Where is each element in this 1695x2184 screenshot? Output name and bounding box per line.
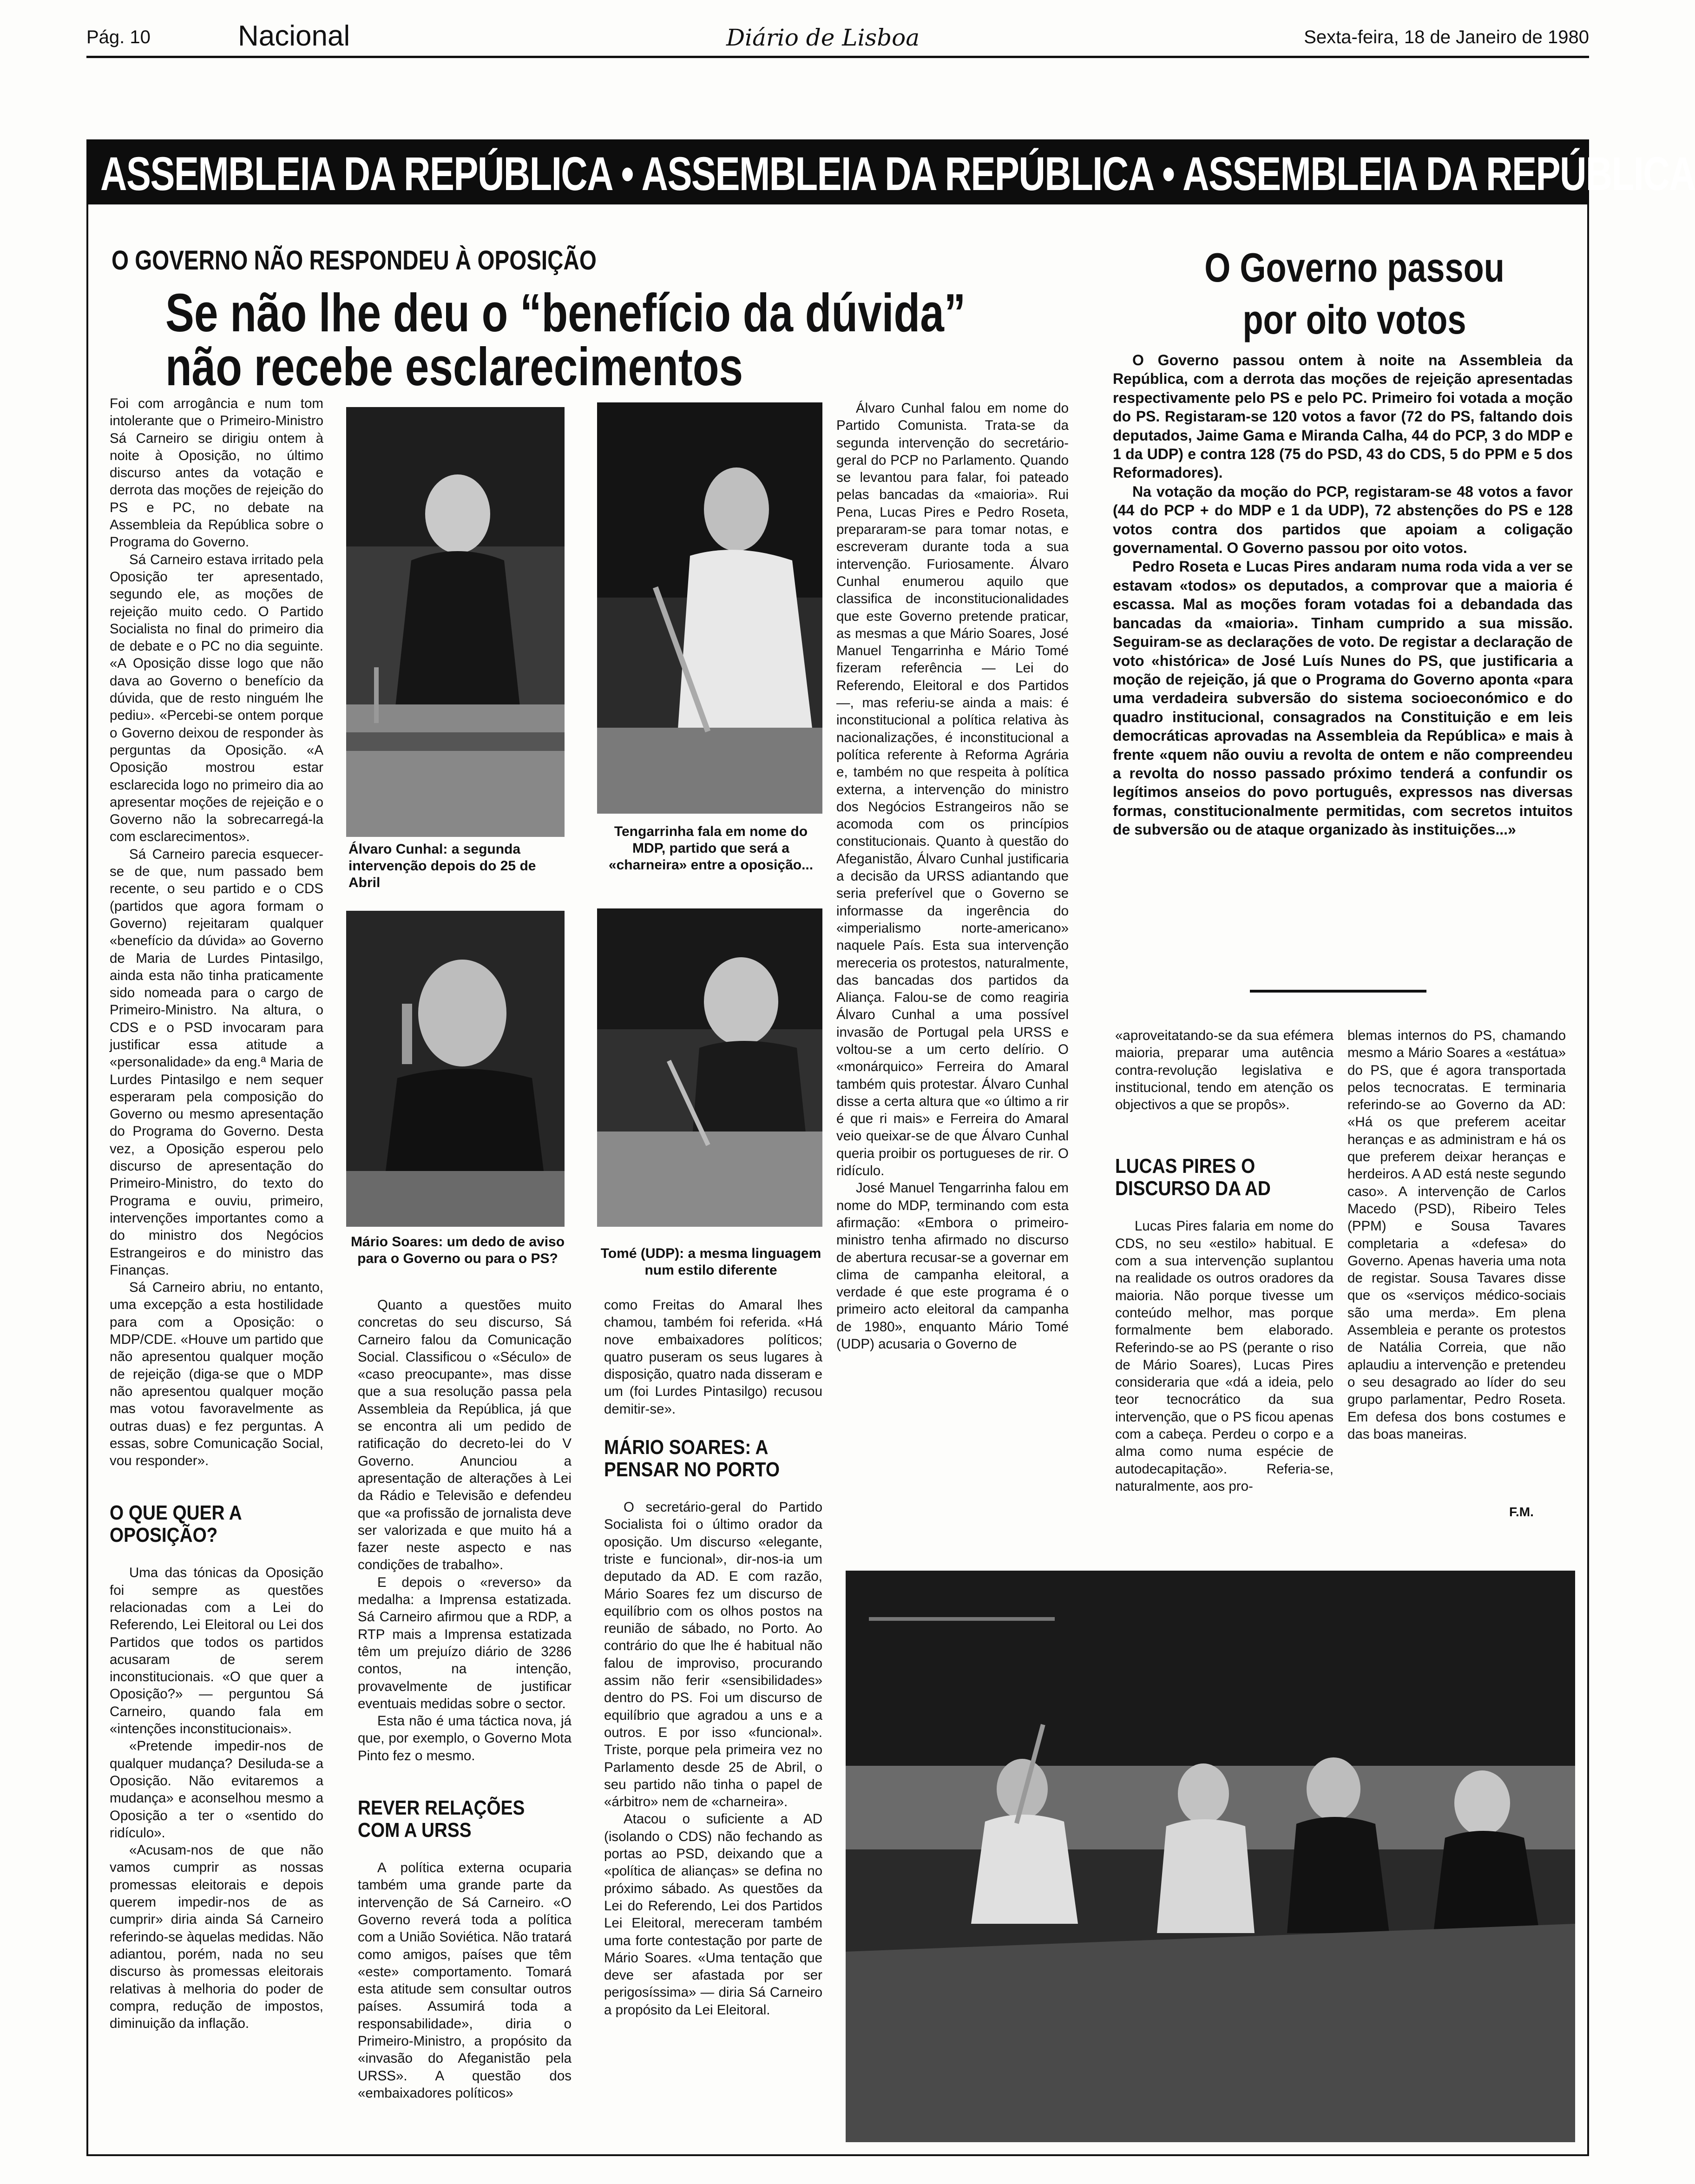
column-3 <box>604 1296 822 2086</box>
paragraph: O Governo passou ontem à noite na Assembleia da República, com a derrota das moções de rejeição apresentadas respectivamente pelo PS e pelo PC. Primeiro foi votada a moção do PS. Registaram-se 120 votos a favor (72 do PS, faltando dois deputados, Jaime Gama e Miranda Calha, 44 do PCP, 3 do MDP e 1 da UDP) e contra 128 (75 do PSD, 43 do CDS, 5 do PPM e 5 dos Reformadores). <box>1113 352 1573 481</box>
paragraph: como Freitas do Amaral lhes chamou, também foi referida. «Há nove embaixadores políticos; quatro puseram os seus lugares à disposição, quatro nada disseram e um (foi Lurdes Pintasilgo) recusou demitir-se». <box>604 1297 822 1417</box>
subheading-oposicao: O QUE QUER A OPOSIÇÃO? <box>110 1501 242 1547</box>
paragraph: E depois o «reverso» da medalha: a Imprensa estatizada. Sá Carneiro afirmou que a RDP, a RTP mais a Imprensa estatizada têm um prejuízo diário de 3286 contos, na intenção, provavelmente de justificar eventuais medidas sobre o sector. <box>358 1574 572 1711</box>
headline-line-2: não recebe esclarecimentos <box>165 336 743 397</box>
section-name: Nacional <box>238 20 350 52</box>
subheading-lucas: LUCAS PIRES O DISCURSO DA AD <box>1115 1155 1271 1200</box>
paragraph: Quanto a questões muito concretas do seu discurso, Sá Carneiro falou da Comunicação Social. Classificou o «Século» de «caso preocupante», mas disse que a sua resolução passa pela Assembleia da República, já que se encontra ali um pedido de ratificação do decreto-lei do V Governo. Anunciou a apresentação de alterações à Lei da Rádio e Televisão e defendeu que «a profissão de jornalista deve ser valorizada e que muito há a fazer neste aspecto e nas condições de trabalho». <box>358 1297 572 1573</box>
caption-soares: Mário Soares: um dedo de aviso para o Governo ou para o PS? <box>350 1234 565 1266</box>
caption-tengarrinha: Tengarrinha fala em nome do MDP, partido que será a «charneira» entre a oposição... <box>608 824 814 873</box>
column-6 <box>1347 1027 1566 1510</box>
paragraph: «Acusam-nos de que não vamos cumprir as nossas promessas eleitorais e depois querem impedir-nos de as cumprir» diria ainda Sá Carneiro referindo-se àquelas medidas. Não adiantou, porém, nada no seu discurso às promessas eleitorais relativas à melhoria do poder de compra, redução de impostos, diminuição da inflação. <box>110 1842 323 2032</box>
paragraph: Uma das tónicas da Oposição foi sempre as questões relacionadas com a Lei do Referendo, Lei Eleitoral ou Lei dos Partidos que todos os partidos acusaram de serem inconstitucionais. «O que quer a Oposição?» — perguntou Sá Carneiro, quando fala em «intenções inconstitucionais». <box>110 1565 323 1737</box>
headline-line-1: Se não lhe deu o “benefício da dúvida” <box>165 283 966 343</box>
photo-tengarrinha <box>597 402 822 814</box>
photo-soares <box>346 911 565 1227</box>
paragraph: blemas internos do PS, chamando mesmo a Mário Soares a «estátua» do PS, que é agora transportada pelos tecnocratas. E terminaria referindo-se ao Governo da AD: «Há os que preferem aceitar heranças e as administram e há os que preferem deixar heranças e herdeiros. A AD está neste segundo caso». A intervenção de Carlos Macedo (PSD), Ribeiro Teles (PPM) e Sousa Tavares completaria a «defesa» do Governo. Apenas haveria uma nota de registar. Sousa Tavares disse que os «serviços médico-sociais são uma merda». Em plena Assembleia e perante os protestos de Natália Correia, que não aplaudiu a intervenção e pretendeu o seu desagrado ao líder do seu grupo parlamentar, Pedro Roseta. Em defesa dos bons costumes e das boas maneiras. <box>1347 1028 1566 1442</box>
article-kicker: O GOVERNO NÃO RESPONDEU À OPOSIÇÃO <box>112 245 597 276</box>
paragraph: Sá Carneiro estava irritado pela Oposição ter apresentado, segundo ele, as moções de rejeição muito cedo. O Partido Socialista no final do primeiro dia de debate e o PC no dia seguinte. «A Oposição disse logo que não dava ao Governo o benefício da dúvida, que de resto ninguém lhe pediu». «Percebi-se ontem porque o Governo deixou de responder às perguntas da Oposição. «A Oposição mostrou estar esclarecida logo no primeiro dia ao apresentar moções de rejeição e o Governo não la sobrecarregá-la com esclarecimentos». <box>110 552 323 845</box>
column-2 <box>358 1296 572 2101</box>
paragraph: «Pretende impedir-nos de qualquer mudança? Desiluda-se a Oposição. Não evitaremos a mudança» e aconselhou mesmo a Oposição a ter o «sentido do ridículo». <box>110 1738 323 1841</box>
issue-date: Sexta-feira, 18 de Janeiro de 1980 <box>1304 27 1589 47</box>
column-1 <box>110 395 323 2072</box>
paragraph: A política externa ocuparia também uma grande parte da intervenção de Sá Carneiro. «O Governo reverá toda a política com a União Soviética. Não tratará como amigos, países que têm «este» comportamento. Tomará esta atitude sem consultar outros países. Assumirá toda a responsabilidade», diria o Primeiro-Ministro, a propósito da «invasão do Afeganistão pela URSS». A questão dos «embaixadores políticos» <box>358 1860 572 2101</box>
newspaper-name: Diário de Lisboa <box>726 24 920 51</box>
photo-cunhal <box>346 407 565 837</box>
paragraph: O secretário-geral do Partido Socialista foi o último orador da oposição. Um discurso «elegante, triste e funcional», dir-nos-ia um deputado da AD. E com razão, Mário Soares fez um discurso de equilíbrio com os olhos postos na reunião de sábado, no Porto. Ao contrário do que lhe é habitual não falou de improviso, procurando assim não ferir «sensibilidades» dentro do PS. Foi um discurso de equilíbrio que agradou a uns e a outros. E por isso «funcional». Triste, porque pela primeira vez no Parlamento desde 25 de Abril, o seu partido não tinha o papel de «árbitro» nem de «charneira». <box>604 1500 822 1810</box>
paragraph: Pedro Roseta e Lucas Pires andaram numa roda vida a ver se estavam «todos» os deputados, a comprovar que a maioria é escassa. Mal as moções foram votadas foi a debandada das bancadas da «maioria». Tinham cumprido a sua missão. Seguiram-se as declarações de voto. De registar a declaração de voto «histórica» de José Luís Nunes do PS, que justificaria a moção de rejeição, já que o Programa do Governo aponta «para uma verdadeira subversão do sistema socioeconómico e do quadro institucional, consagrados na Constituição e em leis democráticas aprovadas na Assembleia da República» e mais à frente «quem não ouviu a revolta de ontem e não compreendeu a revolta do nosso passado próximo tenderá a confundir os legítimos anseios do povo português, expressos nas diversas formas, constitucionalmente permitidas, com secretos intuitos de subversão ou de ataque organizado às instituições...» <box>1113 558 1573 838</box>
caption-tome: Tomé (UDP): a mesma linguagem num estilo diferente <box>600 1246 821 1278</box>
page-number: Pág. 10 <box>86 27 151 47</box>
masthead-rule <box>86 56 1589 58</box>
paragraph: Atacou o suficiente a AD (isolando o CDS) não fechando as portas ao PSD, deixando que a «política de alianças» se defina no próximo sábado. As questões da Lei do Referendo, Lei dos Partidos Lei Eleitoral, mereceram também uma forte contestação por parte de Mário Soares. «Uma tentação que deve ser afastada por ser perigosíssima» — diria Sá Carneiro a propósito da Lei Eleitoral. <box>604 1811 822 2018</box>
paragraph: Foi com arrogância e num tom intolerante que o Primeiro-Ministro Sá Carneiro se dirigiu ontem à noite à Oposição, no último discurso antes da votação e derrota das moções de rejeição do PS e PC, no debate na Assembleia da República sobre o Programa do Governo. <box>110 396 323 550</box>
paragraph: Lucas Pires falaria em nome do CDS, no seu «estilo» habitual. E com a sua intervenção suplantou na realidade os outros oradores da maioria. Não porque tivesse um conteúdo melhor, mas porque formalmente bem elaborado. Referindo-se ao PS (perante o riso de Mário Soares), Lucas Pires consideraria que «dá a ideia, pelo teor tecnocrático da sua intervenção, que o PS ficou apenas com a cabeça. Perdeu o corpo e a alma como numa espécie de autodecapitação». Referia-se, naturalmente, aos pro- <box>1115 1218 1334 1494</box>
paragraph: «aproveitatando-se da sua efémera maioria, preparar uma autência contra-revolução legislativa e institucional, tendo em atenção os objectivos a que se propôs». <box>1115 1028 1334 1113</box>
article-headline <box>165 283 966 397</box>
section-banner <box>86 139 1695 204</box>
side-article-title: O Governo passou por oito votos <box>1204 244 1504 342</box>
paragraph: José Manuel Tengarrinha falou em nome do MDP, terminando com esta afirmação: «Embora o primeiro-ministro tenha afirmado no discurso de abertura recusar-se a governar em clima de campanha eleitoral, a verdade é que este programa é o primeiro acto eleitoral da campanha de 1980», enquanto Mário Tomé (UDP) acusaria o Governo de <box>836 1180 1069 1352</box>
author-signature: F.M. <box>1509 1505 1534 1519</box>
paragraph: Álvaro Cunhal falou em nome do Partido Comunista. Trata-se da segunda intervenção do secretário-geral do PCP no Parlamento. Quando se levantou para falar, foi pateado pelas bancadas da «maioria». Rui Pena, Lucas Pires e Pedro Roseta, prepararam-se para tomar notas, e escreveram durante toda a sua intervenção. Furiosamente. Álvaro Cunhal enumerou aquilo que classifica de inconstitucionalidades que este Governo pretende praticar, as mesmas a que Mário Soares, José Manuel Tengarrinha e Mário Tomé fizeram referência — Lei do Referendo, Eleitoral e dos Partidos —, mas referiu-se ainda a mais: é inconstitucional a política relativa às nacionalizações, é inconstitucional a política referente à Reforma Agrária e, também no que respeita à política externa, a intervenção do ministro dos Negócios Estrangeiros não se acomoda com os princípios constitucionais. Quanto à questão do Afeganistão, Álvaro Cunhal justificaria a decisão da URSS adiantando que seria preferível que o Governo se informasse da ingerência do «imperialismo norte-americano» naquele País. Esta sua intervenção mereceria os protestos, naturalmente, das bancadas dos partidos da Aliança. Falou-se de como reagiria Álvaro Cunhal a uma possível invasão de Portugal pela URSS e voltou-se a um certo delírio. O «monárquico» Ferreira do Amaral também quis protestar. Álvaro Cunhal disse a certa altura que «o último a rir é que ri mais» e Ferreira do Amaral veio queixar-se de que Álvaro Cunhal queria proibir os portugueses de rir. O ridículo. <box>836 401 1069 1179</box>
subheading-soares: MÁRIO SOARES: A PENSAR NO PORTO <box>604 1436 780 1481</box>
paragraph: Esta não é uma táctica nova, já que, por exemplo, o Governo Mota Pinto fez o mesmo. <box>358 1713 572 1763</box>
photo-assembly-bench <box>846 1571 1575 2142</box>
photo-tome <box>597 908 822 1227</box>
paragraph: Sá Carneiro parecia esquecer-se de que, num passado bem recente, o seu partido e o CDS (partidos que agora formam o Governo) rejeitaram qualquer «benefício da dúvida» ao Governo de Maria de Lurdes Pintasilgo, ainda esta não tinha praticamente sido nomeada para o cargo de Primeiro-Ministro. Na altura, o CDS e o PSD invocaram para justificar essa atitude a «personalidade» da eng.ª Maria de Lurdes Pintasilgo e nem sequer esperaram pela composição do Governo ou mesmo apresentação do Programa do Governo. Desta vez, a Oposição esperou pelo discurso de apresentação do Primeiro-Ministro, do texto do Programa e ouviu, primeiro, intervenções importantes como a do ministro dos Negócios Estrangeiros e do ministro das Finanças. <box>110 846 323 1278</box>
side-article-body <box>1113 351 1573 960</box>
divider-rule <box>1250 990 1426 993</box>
paragraph: Na votação da moção do PCP, registaram-se 48 votos a favor (44 do PCP + do MDP e 1 da UDP), 72 abstenções do PS e 128 votos contra dos partidos que apoiam a coligação governamental. O Governo passou por oito votos. <box>1113 483 1573 557</box>
banner-text: ASSEMBLEIA DA REPÚBLICA • ASSEMBLEIA DA REPÚBLICA • ASSEMBLEIA DA REPÚBLICA <box>100 147 1695 200</box>
column-4 <box>836 400 1069 1547</box>
subheading-urss: REVER RELAÇÕES COM A URSS <box>358 1796 525 1842</box>
paragraph: Sá Carneiro abriu, no entanto, uma excepção a esta hostilidade para com a Oposição: o MDP/CDE. «Houve um partido que não apresentou qualquer moção de rejeição (diga-se que o MDP não apresentou qualquer moção mas votou favoravelmente as outras duas) e fez perguntas. A essas, sobre Comunicação Social, vou responder». <box>110 1280 323 1469</box>
column-5 <box>1115 1027 1334 1538</box>
caption-cunhal: Álvaro Cunhal: a segunda intervenção depois do 25 de Abril <box>348 842 536 890</box>
